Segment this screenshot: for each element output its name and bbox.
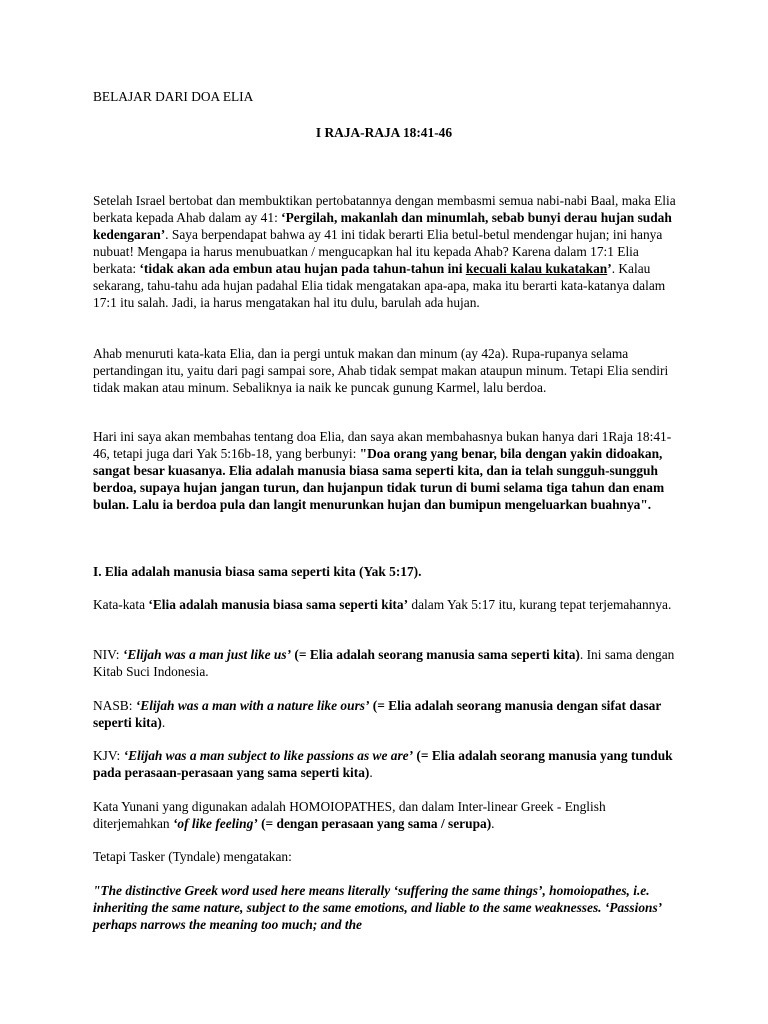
paragraph-3: Hari ini saya akan membahas tentang doa Elia, dan saya akan membahasnya bukan hanya dari 1Raja 18:41-46, tetapi juga dari Yak 5:16b-18, yang berbunyi: "Doa orang yang benar, bila dengan yakin didoakan, sangat besar kuasanya. Elia adalah manusia biasa sama seperti kita, dan ia telah sungguh-sungguh berdoa, supaya hujan jangan turun, dan hujanpun tidak turun di bumi selama tiga tahun dan enam bulan. Lalu ia berdoa pula dan langit menurunkan hujan dan bumipun mengeluarkan buahnya". xyxy=(93,429,672,512)
quote-tasker: "The distinctive Greek word used here means literally ‘suffering the same things’, homoiopathes, i.e. inheriting the same nature, subject to the same emotions, and liable to the same weaknesses. ‘Passions’ perhaps narrows the meaning too much; and the xyxy=(93,883,662,932)
paragraph-kjv: KJV: ‘Elijah was a man subject to like passions as we are’ (= Elia adalah seorang manusia yang tunduk pada perasaan-perasaan yang sama seperti kita). xyxy=(93,748,673,780)
scripture-reference: I RAJA-RAJA 18:41-46 xyxy=(315,125,453,140)
paragraph-greek: Kata Yunani yang digunakan adalah HOMOIOPATHES, dan dalam Inter-linear Greek - English diterjemahkan ‘of like feeling’ (= dengan perasaan yang sama / serupa). xyxy=(93,799,606,831)
paragraph-4: Kata-kata ‘Elia adalah manusia biasa sama seperti kita’ dalam Yak 5:17 itu, kurang tepat terjemahannya. xyxy=(93,597,672,612)
paragraph-niv: NIV: ‘Elijah was a man just like us’ (= Elia adalah seorang manusia sama seperti kita). Ini sama dengan Kitab Suci Indonesia. xyxy=(93,647,675,679)
document-title: BELAJAR DARI DOA ELIA xyxy=(93,89,254,104)
paragraph-2: Ahab menuruti kata-kata Elia, dan ia pergi untuk makan dan minum (ay 42a). Rupa-rupanya selama pertandingan itu, yaitu dari pagi sampai sore, Ahab tidak sempat makan ataupun minum. Tetapi Elia sendiri tidak makan atau minum. Sebaliknya ia naik ke puncak gunung Karmel, lalu berdoa. xyxy=(93,346,669,395)
paragraph-1: Setelah Israel bertobat dan membuktikan pertobatannya dengan membasmi semua nabi-nabi Baal, maka Elia berkata kepada Ahab dalam ay 41: ‘Pergilah, makanlah dan minumlah, sebab bunyi derau hujan sudah kedengaran’. Saya berpendapat bahwa ay 41 ini tidak berarti Elia betul-betul mendengar hujan; ini hanya nubuat! Mengapa ia harus menubuatkan / mengucapkan hal itu kepada Ahab? Karena dalam 17:1 Elia berkata: ‘tidak akan ada embun atau hujan pada tahun-tahun ini kecuali kalau kukatakan’. Kalau sekarang, tahu-tahu ada hujan padahal Elia tidak mengatakan apa-apa, maka itu berarti kata-katanya dalam 17:1 itu salah. Jadi, ia harus mengatakan hal itu dulu, barulah ada hujan. xyxy=(93,193,676,310)
paragraph-nasb: NASB: ‘Elijah was a man with a nature like ours’ (= Elia adalah seorang manusia dengan sifat dasar seperti kita). xyxy=(93,698,662,730)
section-heading-1: I. Elia adalah manusia biasa sama seperti kita (Yak 5:17). xyxy=(93,564,422,579)
paragraph-tasker-intro: Tetapi Tasker (Tyndale) mengatakan: xyxy=(93,849,292,864)
